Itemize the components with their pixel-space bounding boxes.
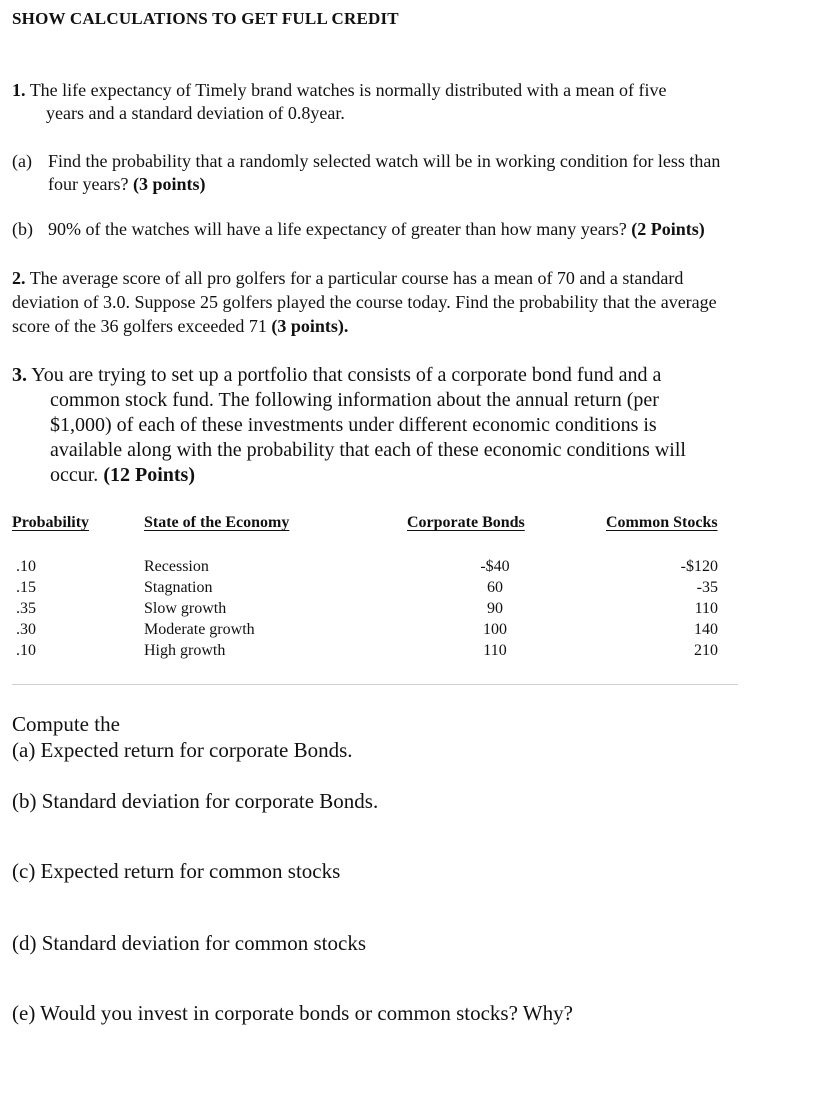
table-divider xyxy=(12,684,738,685)
question-2-text-3: score of the 36 golfers exceeded 71 xyxy=(12,316,267,336)
compute-intro: Compute the xyxy=(12,712,120,736)
table-col-state xyxy=(144,556,255,661)
table-cell-bonds: 60 xyxy=(487,579,503,596)
question-1a-text-2: four years? xyxy=(48,174,129,194)
page-title: SHOW CALCULATIONS TO GET FULL CREDIT xyxy=(12,9,399,28)
compute-d: (d) Standard deviation for common stocks xyxy=(12,931,367,955)
table-cell-stocks: -$120 xyxy=(680,558,718,575)
table-cell-prob: .10 xyxy=(16,642,36,659)
question-3-line-1 xyxy=(12,363,661,388)
table-cell-bonds: -$40 xyxy=(480,558,510,575)
table-cell-prob: .15 xyxy=(16,579,36,596)
table-cell-state: Slow growth xyxy=(144,600,227,617)
question-1-number: 1. xyxy=(12,80,26,100)
question-2-text-2: deviation of 3.0. Suppose 25 golfers played the course today. Find the probability that the average xyxy=(12,292,717,312)
question-3-points: (12 Points) xyxy=(103,464,195,486)
question-1a-text-1: Find the probability that a randomly selected watch will be in working condition for less than xyxy=(48,151,721,171)
table-cell-bonds: 100 xyxy=(483,621,507,638)
table-cell-stocks: 110 xyxy=(694,600,718,617)
table-col-bonds xyxy=(455,556,535,661)
question-3-text-1: You are trying to set up a portfolio that consists of a corporate bond fund and a xyxy=(31,364,662,386)
table-cell-bonds: 90 xyxy=(487,600,503,617)
compute-a: (a) Expected return for corporate Bonds. xyxy=(12,738,353,762)
table-cell-state: Stagnation xyxy=(144,579,213,596)
question-1a-line-2 xyxy=(48,172,205,196)
question-3-number: 3. xyxy=(12,364,27,386)
question-3-text-3: $1,000) of each of these investments under different economic conditions is xyxy=(50,414,657,436)
question-1-line-1 xyxy=(12,78,667,102)
table-col-probability xyxy=(16,556,36,661)
table-cell-prob: .30 xyxy=(16,621,36,638)
table-cell-bonds: 110 xyxy=(483,642,507,659)
table-cell-prob: .10 xyxy=(16,558,36,575)
question-3-line-5 xyxy=(50,463,195,488)
question-1a-points: (3 points) xyxy=(132,174,206,194)
table-cell-state: Moderate growth xyxy=(144,621,255,638)
table-header-probability: Probability xyxy=(12,514,90,531)
table-cell-stocks: 140 xyxy=(694,621,718,638)
compute-c: (c) Expected return for common stocks xyxy=(12,859,341,883)
table-cell-prob: .35 xyxy=(16,600,36,617)
compute-b: (b) Standard deviation for corporate Bonds. xyxy=(12,789,379,813)
question-1b-line xyxy=(48,217,705,241)
table-header-state: State of the Economy xyxy=(144,514,290,531)
question-1-text-2: years and a standard deviation of 0.8year. xyxy=(46,103,345,123)
question-3-text-2: common stock fund. The following information about the annual return (per xyxy=(50,389,659,411)
table-header-stocks: Common Stocks xyxy=(606,514,718,531)
question-1b-label: (b) xyxy=(12,219,33,239)
question-1b-points: (2 Points) xyxy=(631,219,705,239)
table-col-stocks xyxy=(640,556,718,661)
compute-e: (e) Would you invest in corporate bonds or common stocks? Why? xyxy=(12,1001,573,1025)
table-cell-stocks: 210 xyxy=(694,642,718,659)
question-2-line-3 xyxy=(12,314,348,338)
table-cell-stocks: -35 xyxy=(696,579,718,596)
question-3-text-4: available along with the probability that each of these economic conditions will xyxy=(50,439,686,461)
question-2-line-1 xyxy=(12,266,683,290)
question-2-points: (3 points). xyxy=(271,316,349,336)
question-1a-label: (a) xyxy=(12,151,32,171)
question-1b-text: 90% of the watches will have a life expectancy of greater than how many years? xyxy=(48,219,627,239)
question-2-number: 2. xyxy=(12,268,26,288)
table-header-bonds: Corporate Bonds xyxy=(407,514,525,531)
question-3-text-5: occur. xyxy=(50,464,99,486)
table-cell-state: Recession xyxy=(144,558,209,575)
question-2-text-1: The average score of all pro golfers for a particular course has a mean of 70 and a standard xyxy=(29,268,684,288)
question-1-text-1: The life expectancy of Timely brand watches is normally distributed with a mean of five xyxy=(29,80,667,100)
table-cell-state: High growth xyxy=(144,642,226,659)
